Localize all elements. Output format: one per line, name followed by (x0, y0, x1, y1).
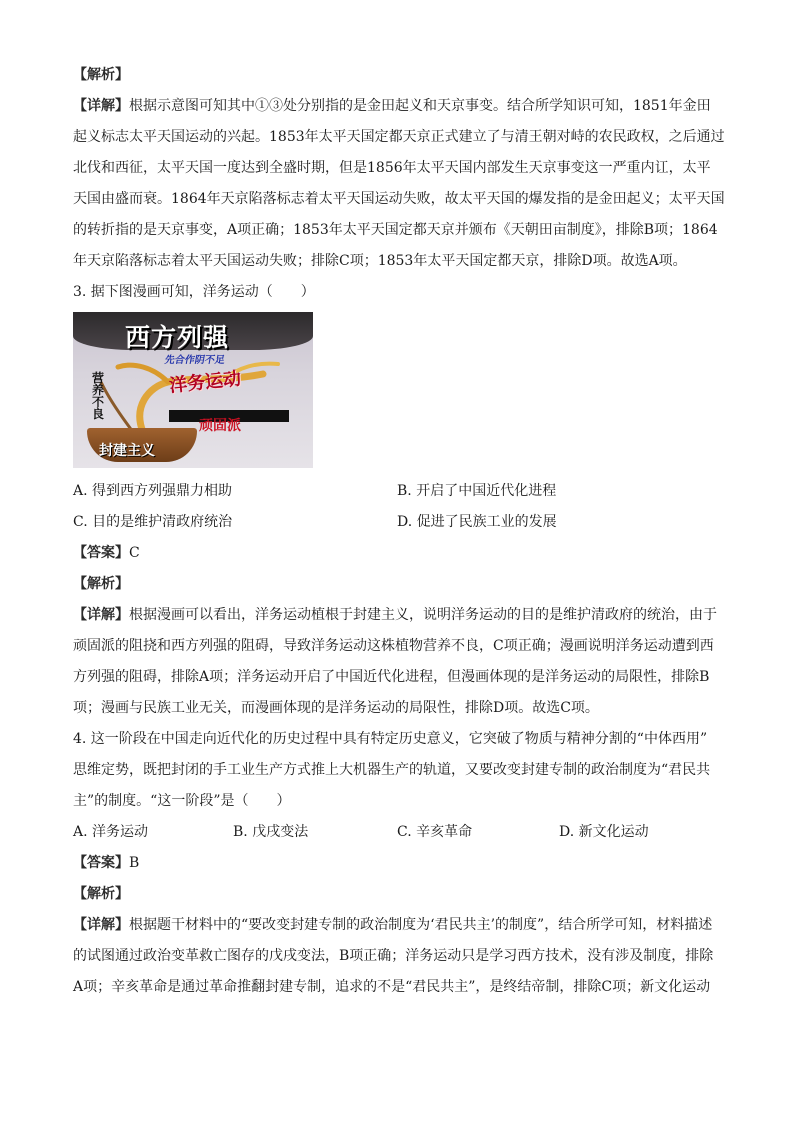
q4-explanation-line: 的试图通过政治变革救亡图存的戊戌变法，B项正确；洋务运动只是学习西方技术，没有涉及制度，排除 (73, 948, 714, 964)
q4-option-a: A. 洋务运动 (73, 824, 149, 840)
q4-stem-line: 主”的制度。“这一阶段”是（ ） (73, 793, 291, 809)
q2-explanation-line: 的转折指的是天京事变，A项正确；1853年太平天国定都天京并颁布《天朝田亩制度》，排除B项；1864 (73, 222, 718, 238)
analysis-heading: 【解析】 (73, 886, 129, 902)
q3-explanation-line: 方列强的阻碍，排除A项；洋务运动开启了中国近代化进程，但漫画体现的是洋务运动的局限性，排除B (73, 669, 710, 685)
q4-option-d: D. 新文化运动 (559, 824, 649, 840)
cartoon-side-text: 营养不良 (92, 371, 105, 421)
document-page (73, 60, 725, 1003)
q3-options-row-1 (73, 476, 721, 507)
q3-options-row-2 (73, 507, 721, 538)
analysis-heading: 【解析】 (73, 67, 129, 83)
q3-explanation-line: 【详解】根据漫画可以看出，洋务运动植根于封建主义，说明洋务运动的目的是维护清政府的统治，由于 (73, 607, 717, 623)
analysis-heading: 【解析】 (73, 576, 129, 592)
q3-option-d: D. 促进了民族工业的发展 (397, 514, 557, 530)
q4-explanation-line: 【详解】根据题干材料中的“要改变封建专制的政治制度为‘君民共主’的制度”，结合所学可知，材料描述 (73, 917, 713, 933)
q3-answer: 【答案】C (73, 545, 140, 561)
q4-option-c: C. 辛亥革命 (397, 824, 473, 840)
cartoon-bar-text: 顽固派 (199, 418, 241, 434)
cartoon-yangwu-text: 洋务运动 (168, 368, 243, 397)
q2-explanation-line: 北伐和西征，太平天国一度达到全盛时期，但是1856年太平天国内部发生天京事变这一严重内讧，太平 (73, 160, 711, 176)
q3-option-a: A. 得到西方列强鼎力相助 (73, 483, 233, 499)
q4-answer: 【答案】B (73, 855, 140, 871)
cartoon-sub-text: 先合作阴不足 (163, 355, 226, 366)
q4-explanation-line: A项；辛亥革命是通过革命推翻封建专制，追求的不是“君民共主”，是终结帝制，排除C项；新文化运动 (73, 979, 711, 995)
q3-explanation-line: 顽固派的阻挠和西方列强的阻碍，导致洋务运动这株植物营养不良，C项正确；漫画说明洋务运动遭到西 (73, 638, 714, 654)
q3-option-b: B. 开启了中国近代化进程 (397, 483, 557, 499)
q3-option-c: C. 目的是维护清政府统治 (73, 514, 233, 530)
q2-explanation-line: 【详解】根据示意图可知其中①③处分别指的是金田起义和天京事变。结合所学知识可知，1851年金田 (73, 98, 711, 114)
cartoon-pot-text: 封建主义 (99, 443, 155, 459)
q4-options-row (73, 817, 721, 848)
cartoon-banner-text: 西方列强 (125, 323, 230, 352)
q4-stem-line: 思维定势，既把封闭的手工业生产方式推上大机器生产的轨道，又要改变封建专制的政治制度为“君民共 (73, 762, 711, 778)
q2-explanation-line: 年天京陷落标志着太平天国运动失败；排除C项；1853年太平天国定都天京，排除D项。故选A项。 (73, 253, 687, 269)
q2-explanation-line: 天国由盛而衰。1864年天京陷落标志着太平天国运动失败，故太平天国的爆发指的是金田起义；太平天国 (73, 191, 725, 207)
q3-cartoon-image (73, 312, 313, 468)
q4-option-b: B. 戊戌变法 (233, 824, 309, 840)
q3-stem: 3. 据下图漫画可知，洋务运动（ ） (73, 284, 315, 300)
q2-explanation-line: 起义标志太平天国运动的兴起。1853年太平天国定都天京正式建立了与清王朝对峙的农民政权，之后通过 (73, 129, 725, 145)
q4-stem-line: 4. 这一阶段在中国走向近代化的历史过程中具有特定历史意义，它突破了物质与精神分割的“中体西用” (73, 731, 708, 747)
q3-explanation-line: 项；漫画与民族工业无关，而漫画体现的是洋务运动的局限性，排除D项。故选C项。 (73, 700, 599, 716)
